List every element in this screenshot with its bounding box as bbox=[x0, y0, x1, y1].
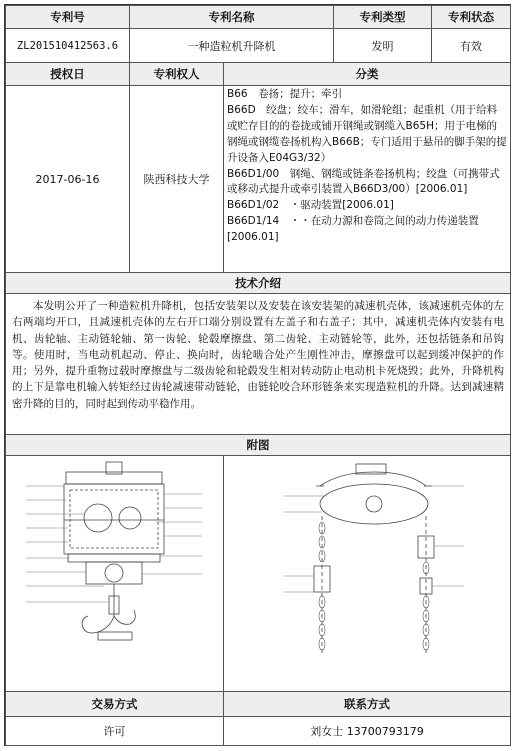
classification-line: B66D 绞盘；绞车；滑车，如滑轮组；起重机（用于给料或贮存目的的卷拢或铺开钢绳或钢缆入B65H；用于电梯的钢绳或钢缆卷扬机构入B66B；专门适用于悬吊的脚手架的提升设备入E04G3/32） bbox=[227, 103, 507, 164]
contact-value: 刘女士 13700793179 bbox=[224, 717, 511, 746]
figure-left-cell bbox=[6, 456, 224, 692]
patent-no-header: 专利号 bbox=[6, 6, 130, 29]
classification-line: B66D1/02 ・驱动装置[2006.01] bbox=[227, 199, 394, 212]
contact-header: 联系方式 bbox=[224, 692, 511, 717]
chain-assembly-drawing bbox=[224, 456, 510, 688]
grant-date-value: 2017-06-16 bbox=[6, 86, 130, 273]
classification-line: B66D1/00 钢绳、钢缆或链条卷扬机构；绞盘（可携带式或移动式提升或牵引装置入B66D3/00）[2006.01] bbox=[227, 167, 500, 196]
patent-name-header: 专利名称 bbox=[130, 6, 334, 29]
classification-line: B66D1/14 ・・在动力源和卷筒之间的动力传递装置[2006.01] bbox=[227, 215, 479, 244]
grant-date-header: 授权日 bbox=[6, 63, 130, 86]
classification-list bbox=[224, 86, 511, 273]
trade-mode-value: 许可 bbox=[6, 717, 224, 746]
patent-type-header: 专利类型 bbox=[334, 6, 432, 29]
classification-header: 分类 bbox=[224, 63, 511, 86]
hoist-assembly-drawing bbox=[6, 456, 222, 688]
classification-line: B66 卷扬；提升；牵引 bbox=[227, 88, 343, 100]
figure-right-cell bbox=[224, 456, 511, 692]
trade-mode-header: 交易方式 bbox=[6, 692, 224, 717]
abstract-text: 本发明公开了一种造粒机升降机，包括安装架以及安装在该安装架的减速机壳体，该减速机壳体的左右两端均开口，且减速机壳体的左右开口端分别设置有左盖子和右盖子；其中，减速机壳体内安装有电机、齿轮轴、主动链轮轴、第一齿轮、轮毂摩擦盘、第二齿轮、主动链轮等，此外，还包括链条和吊钩等。使用时，当电动机起动、停止、换向时，齿轮啮合处产生刚性冲击，摩擦盘可以起到缓冲保护的作用；另外，提升重物过载时摩擦盘与二级齿轮和轮毂发生相对转动防止电动机卡死烧毁；此外，升降机构的上下是靠电机输入转矩经过齿轮减速带动链轮，由链轮咬合环形链条来实现造粒机的升降。达到减速精密升降的目的，同时起到传动平稳作用。 bbox=[12, 300, 504, 410]
tech-intro-body bbox=[6, 294, 511, 435]
patent-status-header: 专利状态 bbox=[432, 6, 511, 29]
patent-no-value: ZL201510412563.6 bbox=[6, 29, 130, 63]
holder-header: 专利权人 bbox=[130, 63, 224, 86]
patent-table bbox=[5, 5, 511, 746]
holder-value: 陕西科技大学 bbox=[130, 86, 224, 273]
patent-name-value: 一种造粒机升降机 bbox=[130, 29, 334, 63]
figures-header: 附图 bbox=[6, 435, 511, 456]
patent-type-value: 发明 bbox=[334, 29, 432, 63]
tech-intro-header: 技术介绍 bbox=[6, 273, 511, 294]
patent-status-value: 有效 bbox=[432, 29, 511, 63]
patent-info-sheet bbox=[4, 4, 511, 746]
